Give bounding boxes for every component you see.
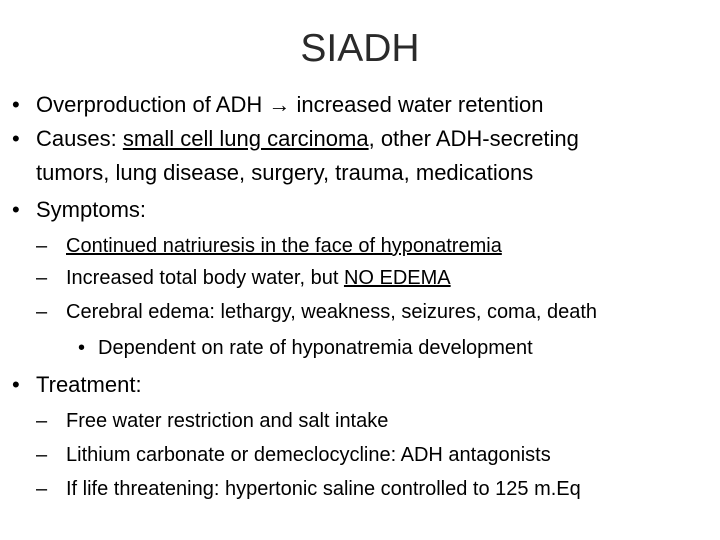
bullet-icon: •	[12, 126, 20, 151]
arrow-right-icon: →	[268, 92, 291, 117]
subitem-natriuresis: – Continued natriuresis in the face of hyponatremia	[66, 231, 706, 261]
subitem-cerebral-edema: – Cerebral edema: lethargy, weakness, seizures, coma, death	[66, 297, 706, 327]
bullet-icon: •	[12, 197, 20, 222]
subitem-body-water: – Increased total body water, but NO EDEMA	[66, 263, 706, 293]
subsubitem-dependent: • Dependent on rate of hyponatremia development	[98, 333, 698, 363]
subitem-lithium: – Lithium carbonate or demeclocycline: ADH antagonists	[66, 440, 706, 470]
dash-icon: –	[36, 267, 48, 289]
subitem-free-water: – Free water restriction and salt intake	[66, 406, 706, 436]
bullet-text: Overproduction of ADH → increased water retention	[36, 92, 544, 117]
subitem-hypertonic-saline: – If life threatening: hypertonic saline controlled to 125 m.Eq	[66, 474, 706, 504]
bullet-overproduction	[12, 88, 696, 122]
bullet-icon: •	[12, 372, 20, 397]
dash-icon: –	[36, 301, 48, 323]
dash-icon: –	[36, 444, 48, 466]
bullet-icon: •	[78, 337, 86, 359]
bullet-causes-continuation: tumors, lung disease, surgery, trauma, medications	[36, 160, 534, 185]
bullet-text: Causes: small cell lung carcinoma, other ADH-secreting	[36, 126, 579, 151]
bullet-causes	[12, 122, 696, 156]
bullet-treatment: • Treatment:	[36, 368, 696, 402]
underlined-term: small cell lung carcinoma	[122, 126, 369, 151]
underlined-term: NO EDEMA	[343, 267, 451, 289]
bullet-icon: •	[12, 92, 20, 117]
bullet-symptoms: • Symptoms:	[36, 193, 696, 227]
dash-icon: –	[36, 478, 48, 500]
slide-title: SIADH	[300, 27, 420, 70]
dash-icon: –	[36, 410, 48, 432]
dash-icon: –	[36, 235, 48, 257]
